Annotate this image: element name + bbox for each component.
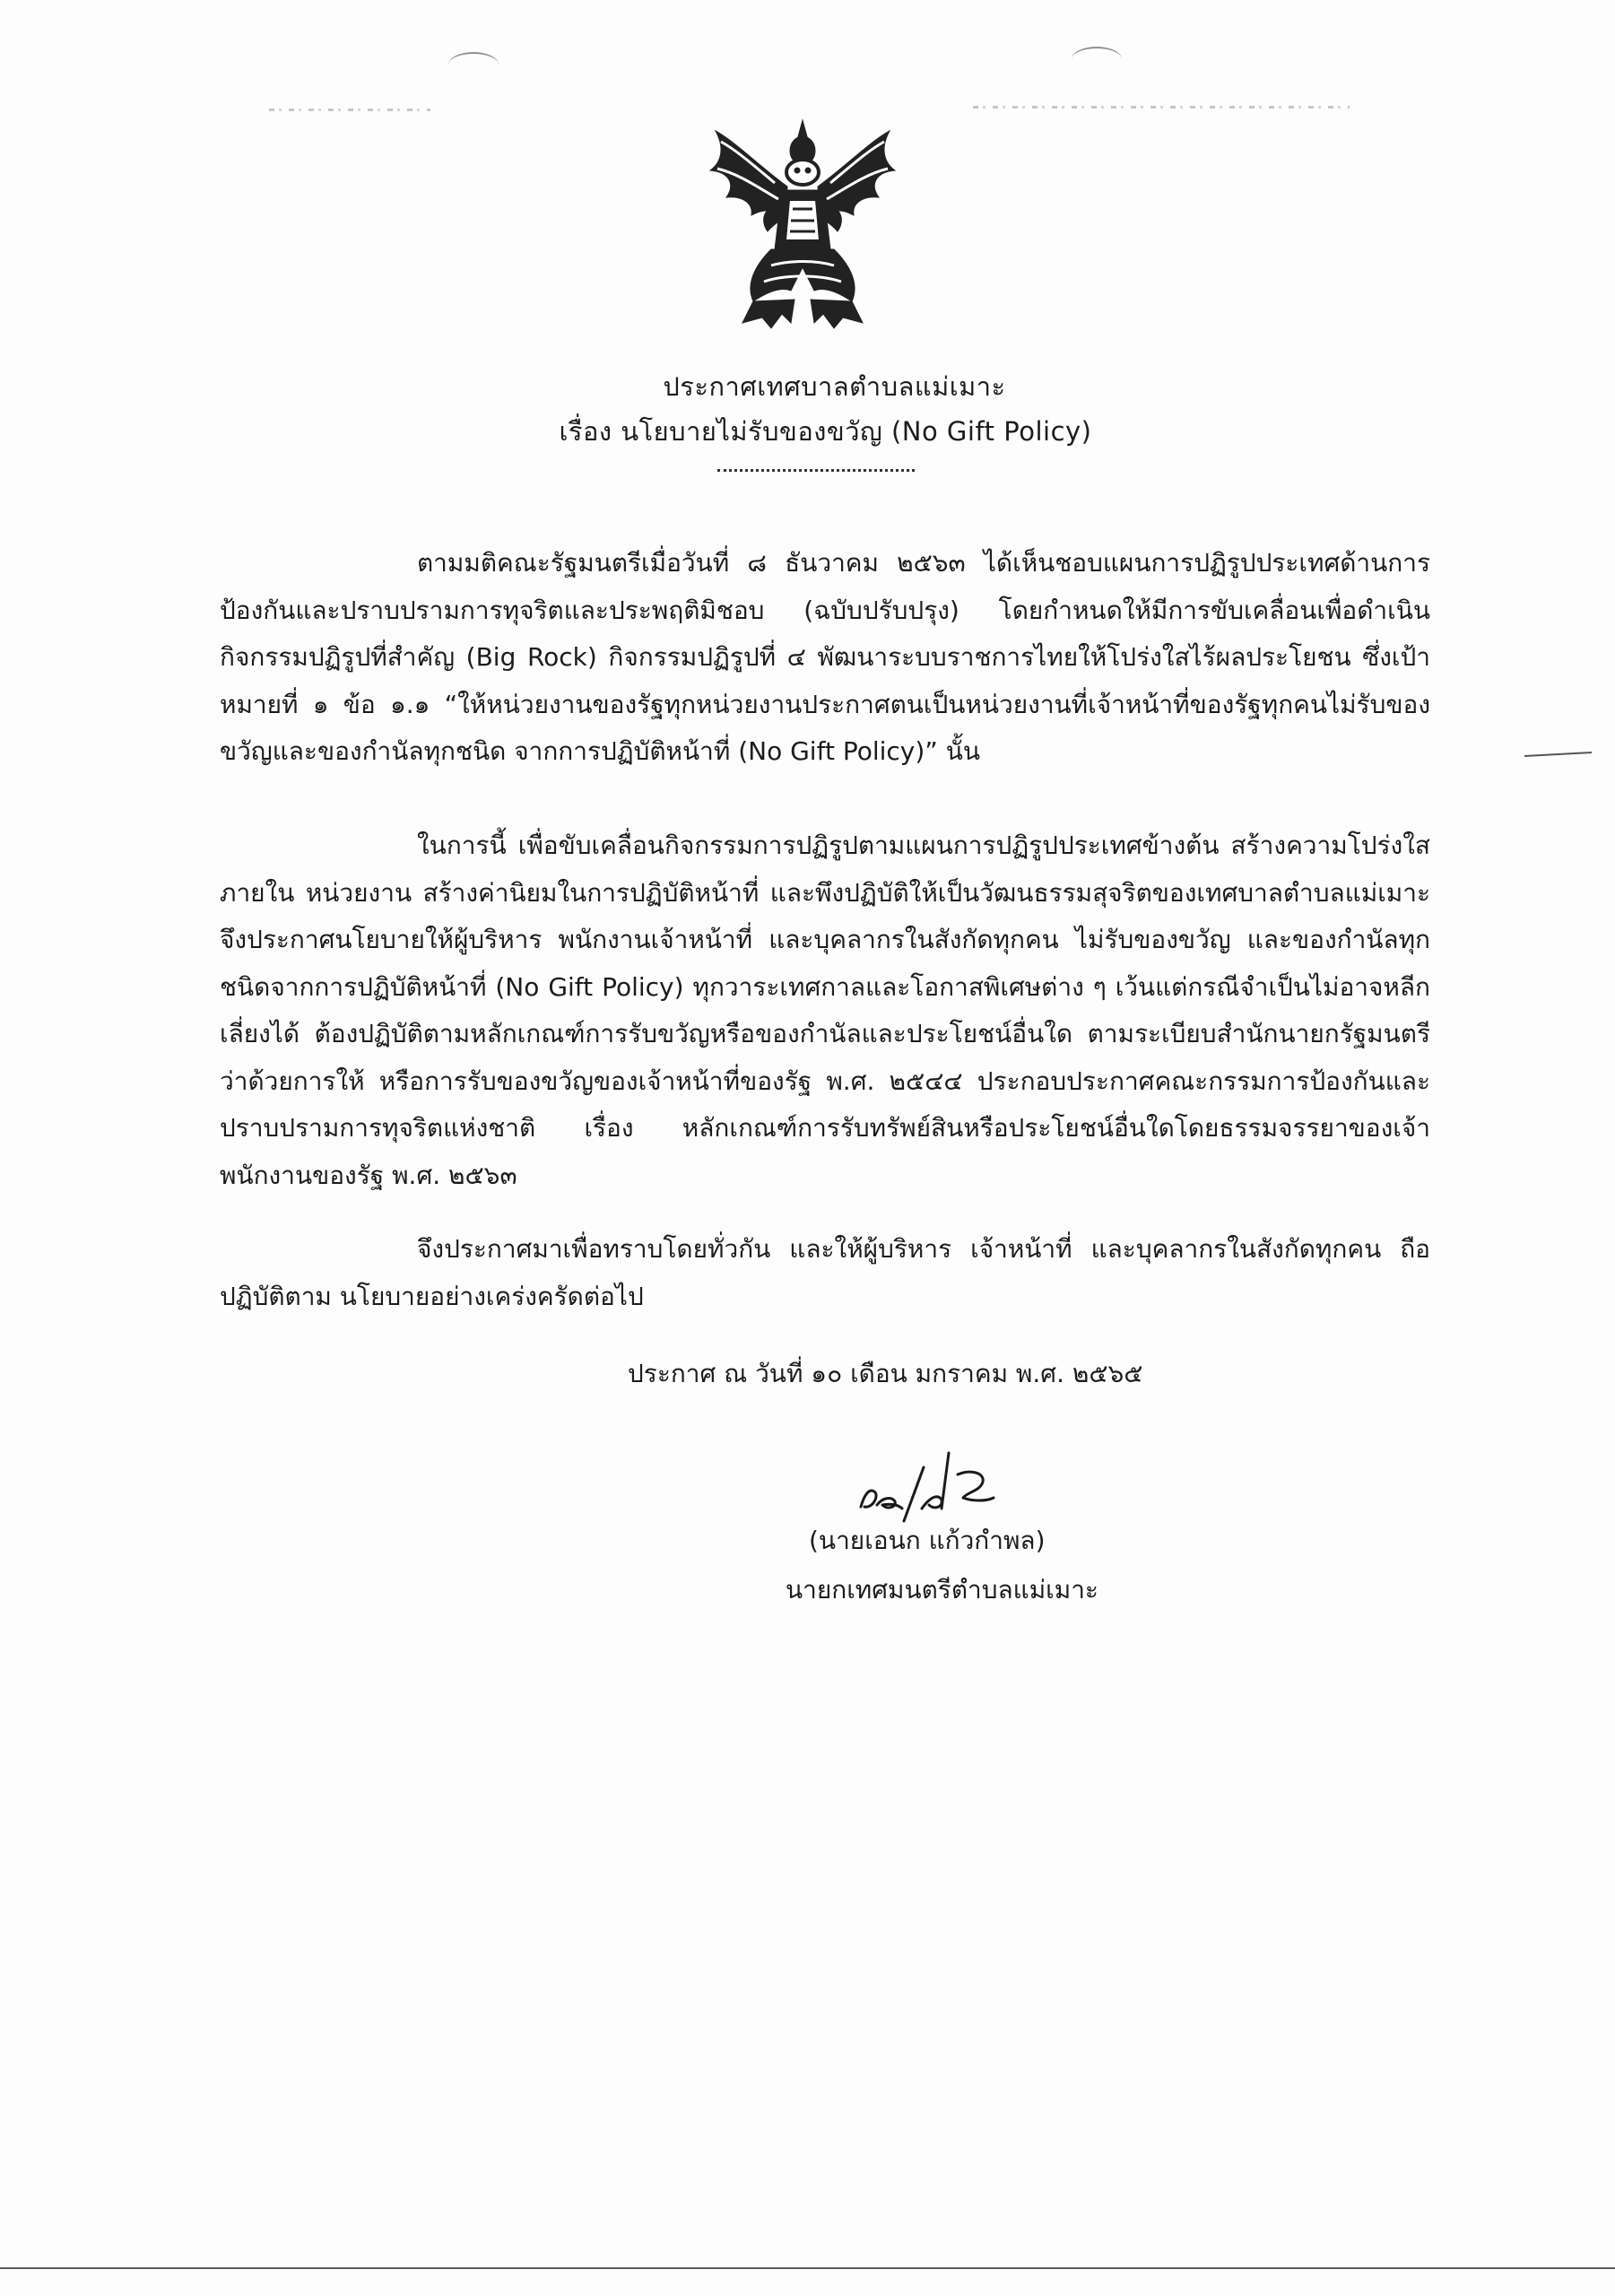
scan-artifact xyxy=(1524,752,1592,757)
title-divider xyxy=(717,469,915,472)
body-paragraph-1: ตามมติคณะรัฐมนตรีเมื่อวันที่ ๘ ธันวาคม ๒๕๖๓ ได้เห็นชอบแผนการปฏิรูปประเทศด้านการป้องกันและปราบปรามการทุจริตและประพฤติมิชอบ (ฉบับปรับปรุง) โดยกำหนดให้มีการขับเคลื่อนเพื่อดำเนินกิจกรรมปฏิรูปที่สำคัญ (Big Rock) กิจกรรมปฏิรูปที่ ๔ พัฒนาระบบราชการไทยให้โปร่งใสไร้ผลประโยชน ซึ่งเป้าหมายที่ ๑ ข้อ ๑.๑ “ให้หน่วยงานของรัฐทุกหน่วยงานประกาศตนเป็นหน่วยงานที่เจ้าหน้าที่ของรัฐทุกคนไม่รับของขวัญและของกำนัลทุกชนิด จากการปฏิบัติหน้าที่ (No Gift Policy)” นั้น xyxy=(220,548,1430,766)
handwritten-signature xyxy=(852,1442,1058,1527)
signer-name: (นายเอนก แก้วกำพล) xyxy=(809,1526,1046,1555)
garuda-emblem-icon xyxy=(699,115,906,339)
announcement-date: ประกาศ ณ วันที่ ๑๐ เดือน มกราคม พ.ศ. ๒๕๖๕ xyxy=(628,1359,1143,1388)
scan-artifact xyxy=(973,106,1350,109)
subject-line: เรื่อง นโยบายไม่รับของขวัญ (No Gift Policy) xyxy=(559,416,1092,447)
scan-artifact xyxy=(1072,47,1122,72)
announcement-title: ประกาศเทศบาลตำบลแม่เมาะ xyxy=(663,371,1006,402)
body-paragraph-2: ในการนี้ เพื่อขับเคลื่อนกิจกรรมการปฏิรูปตามแผนการปฏิรูปประเทศข้างต้น สร้างความโปร่งใสภายใน หน่วยงาน สร้างค่านิยมในการปฏิบัติหน้าที่ และพึงปฏิบัติให้เป็นวัฒนธรรมสุจริตของเทศบาลตำบลแม่เมาะ จึงประกาศนโยบายให้ผู้บริหาร พนักงานเจ้าหน้าที่ และบุคลากรในสังกัดทุกคน ไม่รับของขวัญ และของกำนัลทุกชนิดจากการปฏิบัติหน้าที่ (No Gift Policy) ทุกวาระเทศกาลและโอกาสพิเศษต่าง ๆ เว้นแต่กรณีจำเป็นไม่อาจหลีกเลี่ยงได้ ต้องปฏิบัติตามหลักเกณฑ์การรับขวัญหรือของกำนัลและประโยชน์อื่นใด ตามระเบียบสำนักนายกรัฐมนตรีว่าด้วยการให้ หรือการรับของขวัญของเจ้าหน้าที่ของรัฐ พ.ศ. ๒๕๔๔ ประกอบประกาศคณะกรรมการป้องกันและปราบปรามการทุจริตแห่งชาติ เรื่อง หลักเกณฑ์การรับทรัพย์สินหรือประโยชน์อื่นใดโดยธรรมจรรยาของเจ้าพนักงานของรัฐ พ.ศ. ๒๕๖๓ xyxy=(220,831,1430,1190)
page-edge-line xyxy=(0,2267,1615,2269)
scan-artifact xyxy=(269,109,430,111)
body-paragraph-3: จึงประกาศมาเพื่อทราบโดยทั่วกัน และให้ผู้บริหาร เจ้าหน้าที่ และบุคลากรในสังกัดทุกคน ถือปฏิบัติตาม นโยบายอย่างเคร่งครัดต่อไป xyxy=(220,1234,1430,1311)
signer-position: นายกเทศมนตรีตำบลแม่เมาะ xyxy=(786,1575,1098,1605)
scan-artifact xyxy=(448,52,499,77)
